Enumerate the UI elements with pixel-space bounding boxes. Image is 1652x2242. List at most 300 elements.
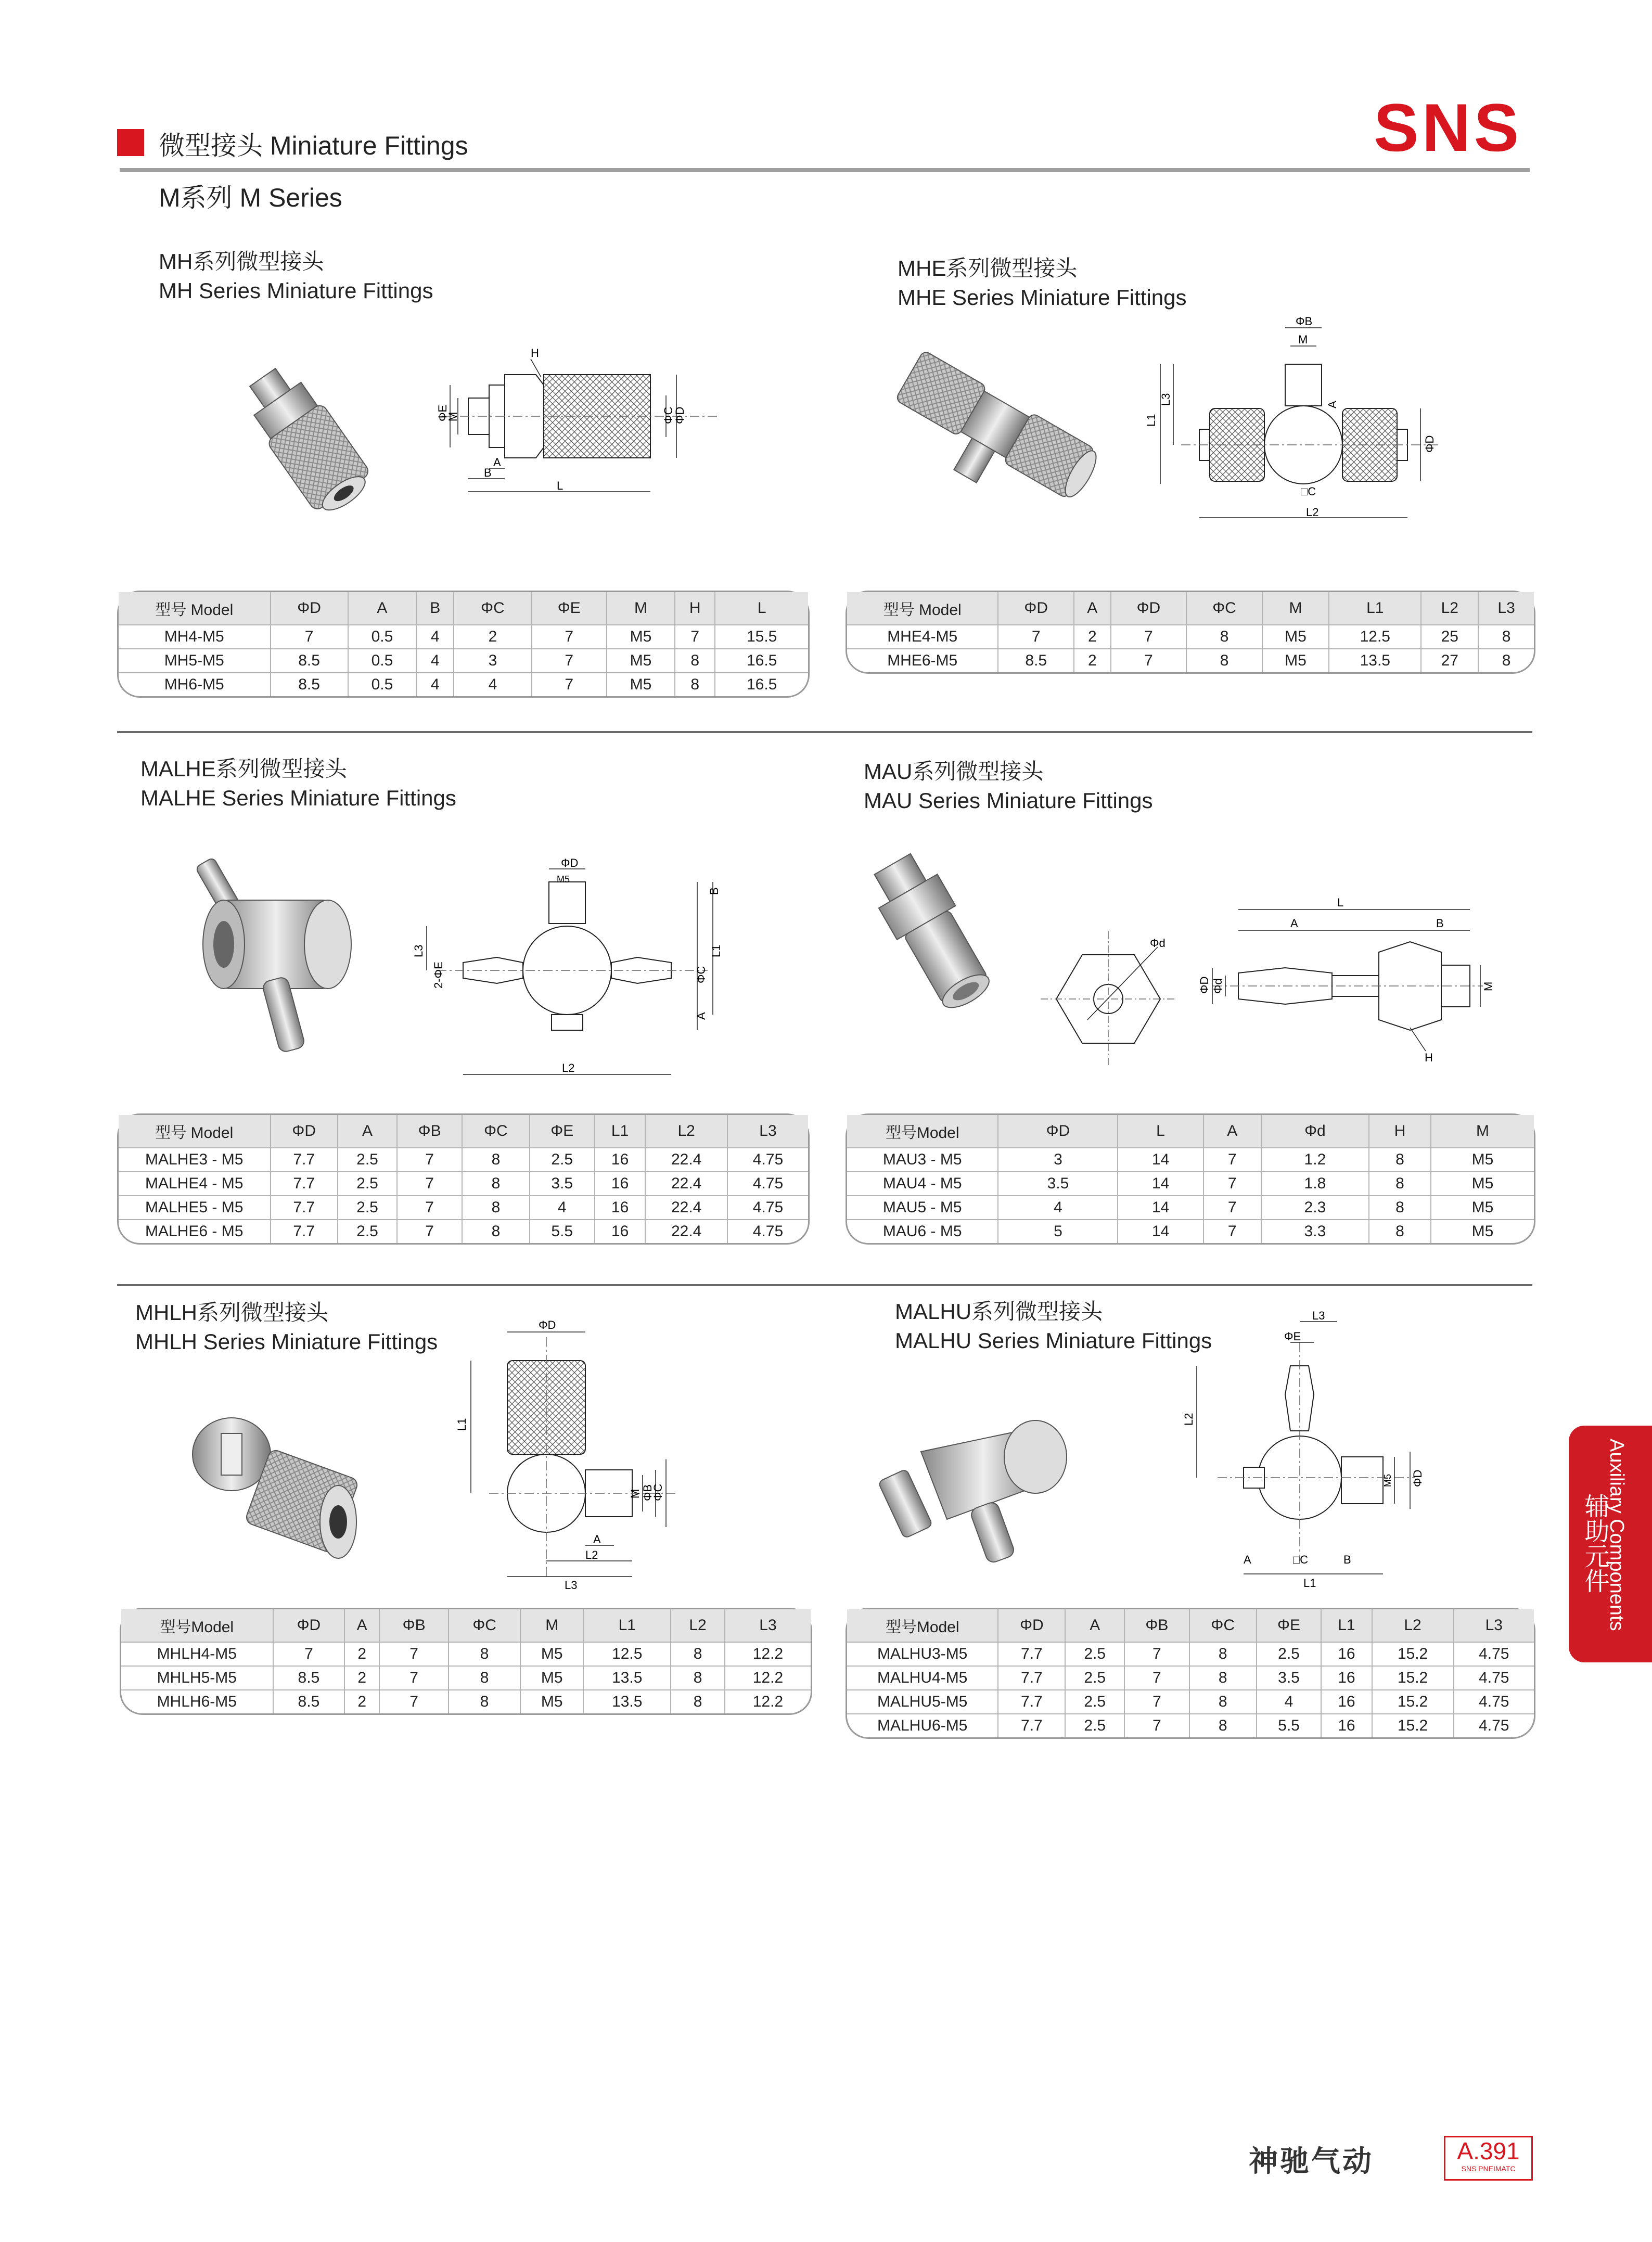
value-cell: M5 (1431, 1148, 1534, 1172)
table-row (847, 625, 1534, 649)
value-cell: 7 (379, 1690, 449, 1713)
model-cell: MH6-M5 (119, 673, 271, 696)
value-cell: 8 (1369, 1148, 1431, 1172)
section-divider-2 (117, 1284, 1532, 1286)
value-cell: 8.5 (273, 1690, 345, 1713)
value-cell: 8 (462, 1172, 529, 1196)
malhu-dim-M5: M5 (1382, 1474, 1393, 1487)
mhe-dim-M: M (1298, 333, 1308, 346)
malhe-product-photo (172, 848, 390, 1056)
series-title: M系列 M Series (159, 183, 342, 212)
value-cell: 4 (416, 649, 454, 673)
value-cell: 8.5 (271, 649, 348, 673)
section-mhlh-title-en: MHLH Series Miniature Fittings (135, 1329, 438, 1354)
mau-col-header: H (1369, 1115, 1431, 1148)
header-rule (120, 168, 1530, 172)
value-cell: 16.5 (715, 673, 808, 696)
mh-dim-B: B (484, 466, 492, 479)
value-cell: 12.2 (725, 1690, 811, 1713)
value-cell: 8 (671, 1690, 725, 1713)
malhe-col-header: L3 (727, 1115, 808, 1148)
value-cell: 3.5 (1257, 1666, 1322, 1690)
value-cell: 13.5 (583, 1666, 671, 1690)
model-cell: MALHU5-M5 (847, 1690, 998, 1714)
malhe-col-header: A (338, 1115, 397, 1148)
value-cell: 15.5 (715, 625, 808, 649)
malhu-dimension-drawing (1166, 1311, 1457, 1592)
mhe-dim-phiB: ΦB (1296, 315, 1313, 328)
mhlh-col-header: M (520, 1609, 583, 1642)
model-cell: MH4-M5 (119, 625, 271, 649)
model-cell: MHLH5-M5 (121, 1666, 273, 1690)
mhlh-dim-phiD: ΦD (539, 1318, 556, 1331)
mh-dim-H: H (531, 347, 539, 360)
malhu-dim-A: A (1244, 1553, 1251, 1566)
malhu-col-header: L1 (1321, 1609, 1372, 1642)
value-cell: 27 (1421, 649, 1478, 672)
value-cell: 7 (1124, 1642, 1189, 1666)
table-row (121, 1642, 811, 1666)
model-cell: MALHE4 - M5 (119, 1172, 271, 1196)
model-cell: MALHE6 - M5 (119, 1220, 271, 1243)
value-cell: 25 (1421, 625, 1478, 649)
model-cell: MALHU4-M5 (847, 1666, 998, 1690)
mau-dim-phid: Φd (1211, 978, 1224, 994)
malhu-col-header: ΦB (1124, 1609, 1189, 1642)
model-cell: MAU4 - M5 (847, 1172, 998, 1196)
malhu-col-header: ΦE (1257, 1609, 1322, 1642)
malhu-col-header: ΦD (998, 1609, 1065, 1642)
mhlh-col-header: ΦC (449, 1609, 520, 1642)
value-cell: 7 (1203, 1172, 1261, 1196)
section-mhe-title (898, 254, 1187, 312)
section-mh-title-cn: MH系列微型接头 (159, 249, 324, 274)
section-mau-title-en: MAU Series Miniature Fittings (864, 788, 1153, 813)
value-cell: 8 (449, 1642, 520, 1666)
value-cell: 15.2 (1372, 1642, 1454, 1666)
mau-spec-table (846, 1113, 1535, 1245)
value-cell: 22.4 (645, 1148, 727, 1172)
mau-dim-phid-hex: Φd (1150, 937, 1166, 950)
malhe-dim-L3: L3 (412, 944, 425, 957)
value-cell: 7 (397, 1220, 462, 1243)
value-cell: 3 (998, 1148, 1118, 1172)
mhe-col-header: ΦD (998, 592, 1074, 625)
value-cell: 1.2 (1261, 1148, 1369, 1172)
value-cell: 7 (998, 625, 1074, 649)
malhu-col-header: A (1065, 1609, 1124, 1642)
mau-dimension-drawing (1181, 895, 1495, 1077)
table-row (121, 1690, 811, 1713)
mhe-col-header: L2 (1421, 592, 1478, 625)
value-cell: 4.75 (727, 1196, 808, 1220)
value-cell: 12.5 (583, 1642, 671, 1666)
table-row (119, 1220, 808, 1243)
table-row (847, 1220, 1534, 1243)
model-cell: MAU5 - M5 (847, 1196, 998, 1220)
value-cell: M5 (607, 673, 675, 696)
value-cell: 16.5 (715, 649, 808, 673)
mh-dim-L: L (557, 479, 564, 492)
value-cell: 2 (1074, 625, 1111, 649)
mau-dim-H: H (1425, 1051, 1433, 1064)
mh-col-header: A (348, 592, 416, 625)
value-cell: 8 (1189, 1690, 1257, 1714)
section-malhe-title-cn: MALHE系列微型接头 (140, 757, 347, 781)
mhlh-col-header: L2 (671, 1609, 725, 1642)
value-cell: 4 (416, 673, 454, 696)
mhe-dim-C: □C (1301, 485, 1316, 498)
value-cell: 8 (1189, 1642, 1257, 1666)
malhu-dim-L2: L2 (1182, 1413, 1195, 1426)
mhe-col-header: L1 (1329, 592, 1421, 625)
value-cell: 0.5 (348, 625, 416, 649)
value-cell: 14 (1118, 1220, 1203, 1243)
malhu-col-header: 型号Model (847, 1609, 998, 1642)
table-row (119, 649, 808, 673)
value-cell: 7 (397, 1172, 462, 1196)
mh-product-photo (219, 354, 390, 520)
model-cell: MALHU6-M5 (847, 1714, 998, 1737)
mh-dim-A: A (493, 456, 501, 469)
value-cell: M5 (1431, 1196, 1534, 1220)
value-cell: 7.7 (271, 1196, 338, 1220)
mh-spec-table (117, 591, 810, 698)
model-cell: MAU3 - M5 (847, 1148, 998, 1172)
value-cell: 13.5 (1329, 649, 1421, 672)
malhu-col-header: L3 (1454, 1609, 1534, 1642)
malhe-spec-table (117, 1113, 810, 1245)
malhe-dim-phiE: 2-ΦE (432, 962, 445, 989)
mhlh-dim-L2: L2 (585, 1548, 598, 1561)
value-cell: 8 (462, 1148, 529, 1172)
value-cell: 7 (532, 625, 607, 649)
value-cell: 22.4 (645, 1172, 727, 1196)
mau-hex-view (1041, 931, 1176, 1067)
value-cell: 7 (1124, 1666, 1189, 1690)
value-cell: 7.7 (998, 1666, 1065, 1690)
mhe-spec-table (846, 591, 1535, 674)
value-cell: 5.5 (1257, 1714, 1322, 1737)
table-row (119, 1148, 808, 1172)
value-cell: M5 (520, 1690, 583, 1713)
mhlh-col-header: ΦB (379, 1609, 449, 1642)
value-cell: 7 (1203, 1148, 1261, 1172)
value-cell: 4 (1257, 1690, 1322, 1714)
value-cell: 4.75 (1454, 1666, 1534, 1690)
value-cell: 3.5 (998, 1172, 1118, 1196)
value-cell: 7 (397, 1196, 462, 1220)
malhe-col-header: L2 (645, 1115, 727, 1148)
mau-dim-phiD: ΦD (1198, 976, 1211, 994)
mh-dim-M: M (446, 412, 459, 421)
malhu-col-header: ΦC (1189, 1609, 1257, 1642)
value-cell: 8 (675, 649, 715, 673)
value-cell: 8 (462, 1220, 529, 1243)
model-cell: MHE4-M5 (847, 625, 998, 649)
value-cell: 2 (344, 1666, 379, 1690)
value-cell: M5 (607, 649, 675, 673)
value-cell: 7 (397, 1148, 462, 1172)
malhu-dim-L3: L3 (1312, 1309, 1325, 1322)
mau-dim-L: L (1337, 896, 1344, 909)
value-cell: 2 (1074, 649, 1111, 672)
value-cell: 2.5 (338, 1148, 397, 1172)
value-cell: 14 (1118, 1148, 1203, 1172)
value-cell: 7.7 (998, 1642, 1065, 1666)
value-cell: 2.5 (1257, 1642, 1322, 1666)
section-malhe-title-en: MALHE Series Miniature Fittings (140, 786, 456, 810)
value-cell: 3 (454, 649, 531, 673)
mhe-col-header: ΦC (1186, 592, 1262, 625)
value-cell: M5 (1262, 625, 1329, 649)
malhu-dim-L1: L1 (1303, 1577, 1316, 1590)
malhu-dim-B: B (1343, 1553, 1351, 1566)
value-cell: 4.75 (1454, 1690, 1534, 1714)
malhe-col-header: ΦE (530, 1115, 595, 1148)
mhlh-dim-M: M (629, 1489, 642, 1498)
value-cell: 2.5 (1065, 1642, 1124, 1666)
mau-col-header: A (1203, 1115, 1261, 1148)
value-cell: 8.5 (273, 1666, 345, 1690)
value-cell: 13.5 (583, 1690, 671, 1713)
mau-col-header: ΦD (998, 1115, 1118, 1148)
mhe-dimension-drawing (1129, 312, 1483, 531)
value-cell: 2.5 (1065, 1714, 1124, 1737)
value-cell: 1.8 (1261, 1172, 1369, 1196)
value-cell: 16 (1321, 1690, 1372, 1714)
value-cell: 2.5 (530, 1148, 595, 1172)
value-cell: 7.7 (998, 1714, 1065, 1737)
malhe-col-header: ΦD (271, 1115, 338, 1148)
mau-dim-B: B (1436, 917, 1444, 930)
malhe-dim-phiD: ΦD (561, 856, 579, 869)
value-cell: 2.5 (338, 1172, 397, 1196)
mhlh-product-photo (182, 1405, 369, 1566)
mau-col-header: 型号Model (847, 1115, 998, 1148)
model-cell: MALHE5 - M5 (119, 1196, 271, 1220)
mh-col-header: ΦC (454, 592, 531, 625)
page-number: A.391 (1457, 2137, 1520, 2164)
value-cell: 14 (1118, 1172, 1203, 1196)
value-cell: 8 (449, 1666, 520, 1690)
value-cell: 7 (532, 673, 607, 696)
value-cell: 15.2 (1372, 1714, 1454, 1737)
mhe-col-header: 型号 Model (847, 592, 998, 625)
value-cell: 2.5 (338, 1196, 397, 1220)
mhlh-dim-L1: L1 (455, 1418, 468, 1431)
malhe-dimension-drawing (406, 856, 728, 1093)
value-cell: 4.75 (1454, 1714, 1534, 1737)
mhe-product-photo (879, 338, 1108, 515)
mhlh-dimension-drawing (437, 1316, 718, 1597)
malhu-dim-phiD: ΦD (1411, 1469, 1424, 1487)
section-mhlh-title-cn: MHLH系列微型接头 (135, 1300, 329, 1325)
value-cell: 8 (449, 1690, 520, 1713)
value-cell: 0.5 (348, 673, 416, 696)
malhe-dim-A: A (695, 1012, 708, 1020)
mhlh-dim-L3: L3 (565, 1579, 578, 1592)
mh-dim-phiE: ΦE (436, 404, 449, 421)
value-cell: 7 (379, 1666, 449, 1690)
value-cell: 8 (1186, 649, 1262, 672)
mhlh-col-header: L3 (725, 1609, 811, 1642)
section-mhe-title-en: MHE Series Miniature Fittings (898, 285, 1187, 310)
malhu-dim-phiE: ΦE (1284, 1330, 1301, 1343)
value-cell: 2 (344, 1690, 379, 1713)
mh-col-header: M (607, 592, 675, 625)
model-cell: MH5-M5 (119, 649, 271, 673)
value-cell: M5 (1431, 1220, 1534, 1243)
value-cell: 7 (271, 625, 348, 649)
value-cell: M5 (607, 625, 675, 649)
malhe-col-header: L1 (595, 1115, 646, 1148)
value-cell: 8.5 (998, 649, 1074, 672)
table-row (847, 1642, 1534, 1666)
value-cell: 12.2 (725, 1666, 811, 1690)
table-row (119, 1196, 808, 1220)
table-row (119, 673, 808, 696)
mh-col-header: L (715, 592, 808, 625)
mhe-col-header: ΦD (1111, 592, 1187, 625)
mau-dim-M: M (1482, 981, 1495, 991)
mhe-col-header: A (1074, 592, 1111, 625)
footer-brand: 神驰气动 (1249, 2145, 1374, 2177)
value-cell: 2 (344, 1642, 379, 1666)
section-malhe-title (140, 754, 456, 813)
table-row (119, 1172, 808, 1196)
mhlh-dim-A: A (593, 1533, 601, 1546)
table-row (847, 1690, 1534, 1714)
value-cell: 15.2 (1372, 1690, 1454, 1714)
value-cell: 8 (1369, 1172, 1431, 1196)
page-number-box (1444, 2136, 1533, 2181)
value-cell: 4.75 (727, 1148, 808, 1172)
table-row (847, 1172, 1534, 1196)
section-malhu-title-en: MALHU Series Miniature Fittings (895, 1328, 1212, 1353)
value-cell: 16 (595, 1196, 646, 1220)
mhe-dim-L3: L3 (1159, 393, 1172, 406)
mhe-col-header: M (1262, 592, 1329, 625)
malhe-dim-L1: L1 (710, 944, 723, 957)
value-cell: 16 (595, 1220, 646, 1243)
value-cell: 8 (671, 1666, 725, 1690)
side-tab-en: Auxiliary Components (1606, 1439, 1628, 1631)
value-cell: 8 (1189, 1714, 1257, 1737)
value-cell: 16 (595, 1172, 646, 1196)
value-cell: 2.5 (1065, 1666, 1124, 1690)
mhlh-dim-phiB: ΦB (641, 1484, 654, 1501)
malhe-dim-B: B (708, 887, 721, 895)
value-cell: M5 (1431, 1172, 1534, 1196)
value-cell: 8 (1369, 1220, 1431, 1243)
value-cell: 22.4 (645, 1220, 727, 1243)
value-cell: 2.3 (1261, 1196, 1369, 1220)
value-cell: 2.5 (1065, 1690, 1124, 1714)
value-cell: 7.7 (271, 1220, 338, 1243)
malhe-dim-L2: L2 (562, 1061, 575, 1074)
value-cell: 4 (416, 625, 454, 649)
brand-logo: SNS (1374, 89, 1522, 165)
model-cell: MALHE3 - M5 (119, 1148, 271, 1172)
mh-dim-phiC: ΦC (662, 406, 675, 424)
value-cell: 4.75 (727, 1220, 808, 1243)
table-row (847, 649, 1534, 672)
value-cell: 22.4 (645, 1196, 727, 1220)
table-row (847, 1148, 1534, 1172)
table-row (121, 1666, 811, 1690)
model-cell: MHE6-M5 (847, 649, 998, 672)
section-malhu-title (895, 1297, 1212, 1355)
value-cell: 5 (998, 1220, 1118, 1243)
mau-col-header: L (1118, 1115, 1203, 1148)
value-cell: 12.5 (1329, 625, 1421, 649)
value-cell: M5 (1262, 649, 1329, 672)
section-mh-title (159, 247, 433, 305)
value-cell: 7 (532, 649, 607, 673)
value-cell: 7 (1124, 1690, 1189, 1714)
value-cell: 8 (671, 1642, 725, 1666)
section-mau-title (864, 757, 1153, 815)
table-row (119, 625, 808, 649)
value-cell: 0.5 (348, 649, 416, 673)
value-cell: 3.3 (1261, 1220, 1369, 1243)
mh-dimension-drawing (437, 338, 728, 510)
value-cell: 7 (379, 1642, 449, 1666)
mhlh-col-header: 型号Model (121, 1609, 273, 1642)
value-cell: 4.75 (1454, 1642, 1534, 1666)
value-cell: 8 (675, 673, 715, 696)
value-cell: 2 (454, 625, 531, 649)
value-cell: 7 (1111, 625, 1187, 649)
value-cell: 7.7 (271, 1148, 338, 1172)
mau-dim-A: A (1290, 917, 1298, 930)
mhlh-spec-table (120, 1608, 812, 1715)
section-divider-1 (117, 731, 1532, 733)
mhe-dim-L2: L2 (1306, 506, 1319, 519)
value-cell: 16 (595, 1148, 646, 1172)
value-cell: 7 (675, 625, 715, 649)
malhe-dim-phiC: ΦC (695, 966, 708, 983)
table-row (847, 1196, 1534, 1220)
malhu-col-header: L2 (1372, 1609, 1454, 1642)
mhe-dim-phiD: ΦD (1423, 435, 1436, 453)
mh-col-header: ΦE (532, 592, 607, 625)
malhe-dim-M5: M5 (557, 874, 570, 885)
section-mau-title-cn: MAU系列微型接头 (864, 759, 1044, 784)
mhlh-col-header: L1 (583, 1609, 671, 1642)
value-cell: 8 (1369, 1196, 1431, 1220)
value-cell: 16 (1321, 1666, 1372, 1690)
value-cell: 4 (454, 673, 531, 696)
page-title: 微型接头 Miniature Fittings (159, 131, 468, 160)
malhu-spec-table (846, 1608, 1535, 1739)
model-cell: MALHU3-M5 (847, 1642, 998, 1666)
value-cell: 4.75 (727, 1172, 808, 1196)
mhlh-col-header: ΦD (273, 1609, 345, 1642)
value-cell: 4 (998, 1196, 1118, 1220)
header-red-square (117, 129, 144, 156)
malhe-col-header: ΦC (462, 1115, 529, 1148)
mhe-dim-A: A (1326, 401, 1339, 408)
value-cell: M5 (520, 1642, 583, 1666)
value-cell: 8 (1189, 1666, 1257, 1690)
mh-dim-phiD: ΦD (673, 406, 686, 424)
value-cell: 8 (1478, 625, 1534, 649)
malhe-col-header: 型号 Model (119, 1115, 271, 1148)
side-tab-cn: 辅助元件 (1581, 1493, 1608, 1593)
page-number-sub: SNS PNEIMATC (1461, 2164, 1516, 2173)
